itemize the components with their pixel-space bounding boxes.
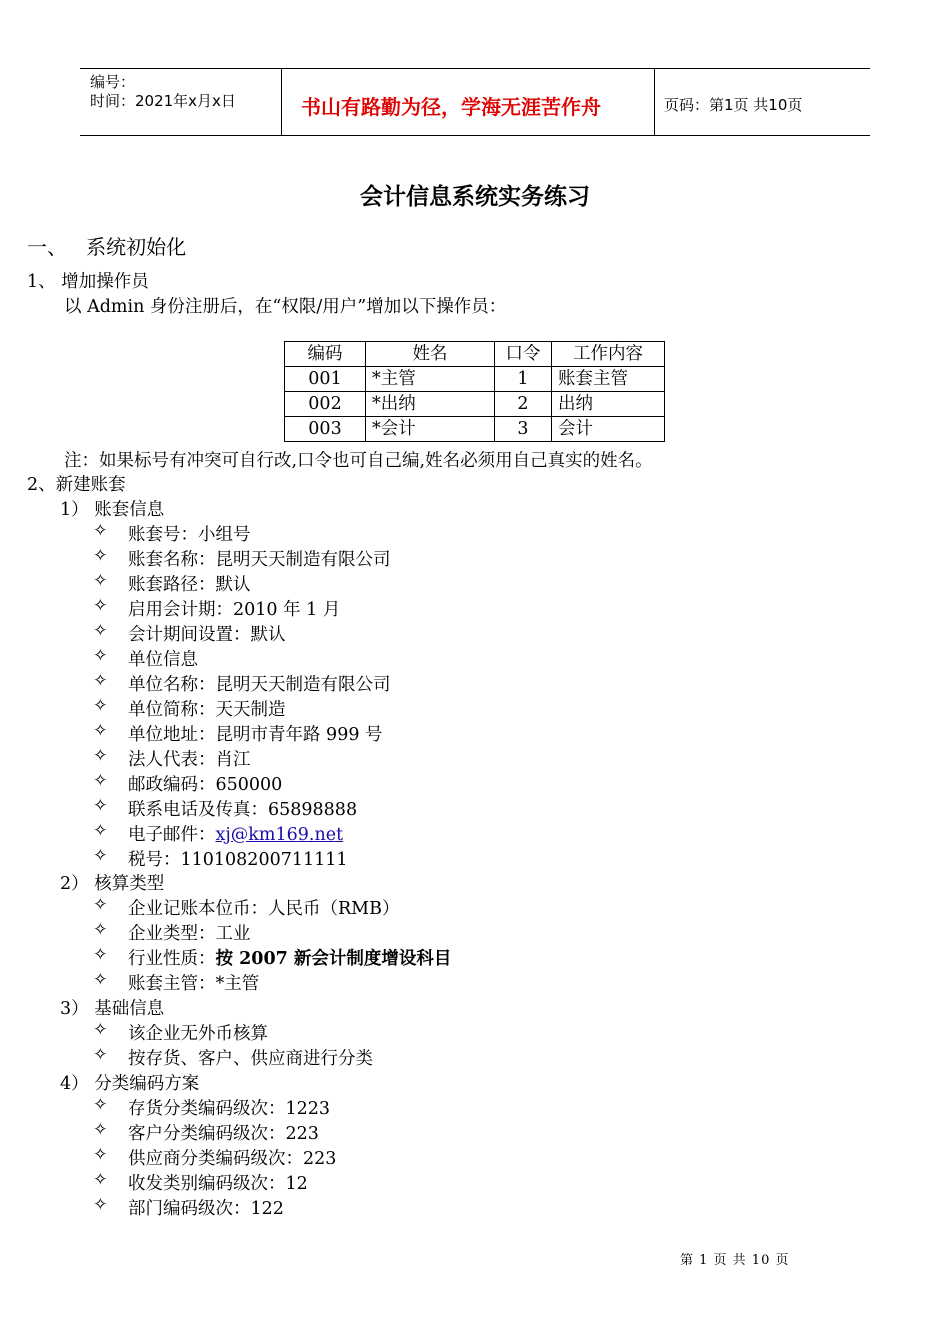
bullet-icon: ✧ [93, 671, 108, 691]
header-bottom-rule [80, 135, 870, 136]
bullet-icon: ✧ [93, 895, 108, 915]
header-divider-left [281, 68, 282, 135]
bullet-icon: ✧ [93, 696, 108, 716]
document-title: 会计信息系统实务练习 [360, 184, 590, 210]
header-divider-right [654, 68, 655, 135]
item1-intro: 以 Admin 身份注册后，在“权限/用户”增加以下操作员： [64, 297, 507, 317]
list-item: 按存货、客户、供应商进行分类 [128, 1049, 373, 1069]
list-item: 供应商分类编码级次：223 [128, 1149, 337, 1169]
list-item: 该企业无外币核算 [128, 1024, 268, 1044]
table-cell: 1 [495, 367, 552, 392]
table-row [285, 392, 665, 417]
bullet-icon: ✧ [93, 1095, 108, 1115]
bullet-icon: ✧ [93, 546, 108, 566]
email-link[interactable]: xj@km169.net [215, 825, 344, 845]
sub1-title: 1） 账套信息 [60, 500, 165, 520]
sub3-title: 3） 基础信息 [60, 999, 165, 1019]
list-item: 部门编码级次：122 [128, 1199, 284, 1219]
bullet-icon: ✧ [93, 945, 108, 965]
list-item: 启用会计期：2010 年 1 月 [128, 600, 341, 620]
list-item: 企业记账本位币：人民币（RMB） [128, 899, 400, 919]
table-cell: 001 [285, 367, 366, 392]
list-item: 单位地址：昆明市青年路 999 号 [128, 725, 383, 745]
list-item: 法人代表：肖江 [128, 750, 251, 770]
table-header-cell: 姓名 [366, 342, 495, 367]
industry-value: 按 2007 新会计制度增设科目 [215, 949, 452, 969]
table-header-cell: 编码 [285, 342, 366, 367]
list-item: 企业类型：工业 [128, 924, 251, 944]
list-item: 税号：110108200711111 [128, 850, 348, 870]
list-item: 会计期间设置：默认 [128, 625, 286, 645]
list-item: 客户分类编码级次：223 [128, 1124, 319, 1144]
table-cell: 出纳 [552, 392, 665, 417]
bullet-icon: ✧ [93, 721, 108, 741]
table-cell: *会计 [366, 417, 495, 442]
table-cell: 会计 [552, 417, 665, 442]
table-header-row [285, 342, 665, 367]
item1-title: 1、 增加操作员 [27, 272, 149, 292]
section-heading: 一、 系统初始化 [27, 235, 187, 259]
list-item: 单位信息 [128, 650, 198, 670]
header-top-rule [80, 68, 870, 69]
bullet-icon: ✧ [93, 1145, 108, 1165]
list-item: 账套主管：*主管 [128, 974, 260, 994]
table-cell: 003 [285, 417, 366, 442]
list-item: 联系电话及传真：65898888 [128, 800, 358, 820]
bullet-icon: ✧ [93, 596, 108, 616]
list-item [128, 821, 343, 846]
bullet-icon: ✧ [93, 1045, 108, 1065]
item2-title: 2、新建账套 [27, 475, 126, 495]
table-cell: 002 [285, 392, 366, 417]
bullet-icon: ✧ [93, 920, 108, 940]
bullet-icon: ✧ [93, 1120, 108, 1140]
table-cell: *出纳 [366, 392, 495, 417]
bullet-icon: ✧ [93, 646, 108, 666]
table-cell: *主管 [366, 367, 495, 392]
bullet-icon: ✧ [93, 1195, 108, 1215]
list-item: 账套路径：默认 [128, 575, 251, 595]
table-header-cell: 工作内容 [552, 342, 665, 367]
header-page-label: 页码：第1页 共10页 [664, 96, 803, 114]
sub4-title: 4） 分类编码方案 [60, 1074, 200, 1094]
bullet-icon: ✧ [93, 1170, 108, 1190]
bullet-icon: ✧ [93, 846, 108, 866]
table-header-cell: 口令 [495, 342, 552, 367]
list-item: 账套号：小组号 [128, 525, 251, 545]
page-footer: 第 1 页 共 10 页 [680, 1253, 790, 1268]
bullet-icon: ✧ [93, 771, 108, 791]
list-item: 邮政编码：650000 [128, 775, 283, 795]
list-item: 单位名称：昆明天天制造有限公司 [128, 675, 391, 695]
table-cell: 2 [495, 392, 552, 417]
bullet-icon: ✧ [93, 521, 108, 541]
operators-table [284, 341, 665, 442]
list-item: 单位简称：天天制造 [128, 700, 286, 720]
bullet-icon: ✧ [93, 746, 108, 766]
list-item: 收发类别编码级次：12 [128, 1174, 308, 1194]
table-row [285, 417, 665, 442]
note-text: 注：如果标号有冲突可自行改,口令也可自己编,姓名必须用自己真实的姓名。 [64, 451, 653, 471]
list-item: 存货分类编码级次：1223 [128, 1099, 331, 1119]
list-item: 账套名称：昆明天天制造有限公司 [128, 550, 391, 570]
bullet-icon: ✧ [93, 821, 108, 841]
list-item [128, 945, 451, 970]
header-time-label: 时间：2021年x月x日 [90, 92, 236, 110]
header-motto: 书山有路勤为径，学海无涯苦作舟 [301, 95, 601, 119]
bullet-icon: ✧ [93, 970, 108, 990]
table-row [285, 367, 665, 392]
table-cell: 账套主管 [552, 367, 665, 392]
header-number-label: 编号： [90, 73, 136, 91]
bullet-icon: ✧ [93, 621, 108, 641]
bullet-icon: ✧ [93, 796, 108, 816]
bullet-icon: ✧ [93, 1020, 108, 1040]
sub2-title: 2） 核算类型 [60, 874, 165, 894]
table-cell: 3 [495, 417, 552, 442]
email-label: 电子邮件： [128, 825, 216, 845]
industry-label: 行业性质： [128, 949, 216, 969]
bullet-icon: ✧ [93, 571, 108, 591]
